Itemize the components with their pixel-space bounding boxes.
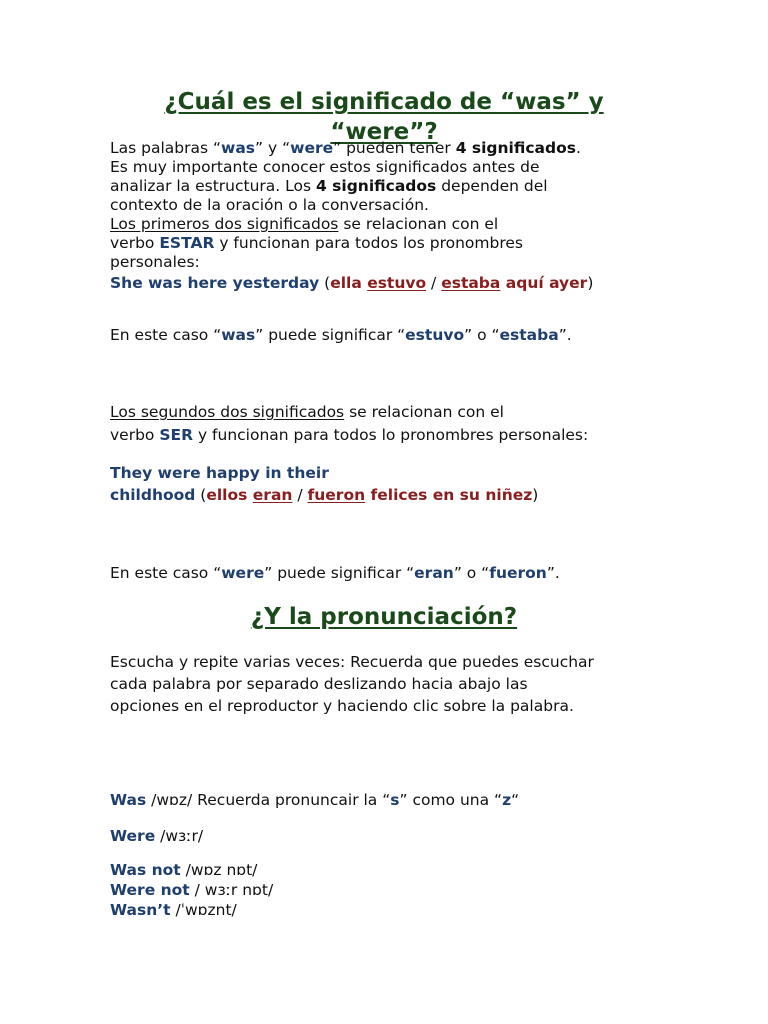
listen-line-1: Escucha y repite varias veces: Recuerda que puedes escuchar <box>110 653 594 671</box>
pronunciation-heading: ¿Y la pronunciación? <box>250 604 518 630</box>
main-heading <box>0 87 768 147</box>
intro-line-1: Las palabras “was” y “were” pueden tener 4 significados. <box>110 139 581 157</box>
pron-was-not: Was not /wɒz nɒt/ <box>110 861 258 879</box>
estar-line-2: verbo ESTAR y funcionan para todos los pronombres <box>110 234 523 252</box>
estar-example: She was here yesterday (ella estuvo / estaba aquí ayer) <box>110 274 594 292</box>
intro-line-4: contexto de la oración o la conversación. <box>110 196 429 214</box>
intro-line-3: analizar la estructura. Los 4 significados dependen del <box>110 177 548 195</box>
listen-line-2: cada palabra por separado deslizando hacia abajo las <box>110 675 528 693</box>
pron-were-not: Were not / wɜːr nɒt/ <box>110 881 274 899</box>
estar-note: En este caso “was” puede significar “estuvo” o “estaba”. <box>110 326 572 344</box>
main-heading-line1: ¿Cuál es el significado de “was” y <box>164 89 604 115</box>
estar-line-1: Los primeros dos significados se relacionan con el <box>110 215 499 233</box>
ser-note: En este caso “were” puede significar “eran” o “fueron”. <box>110 564 560 582</box>
main-heading-line2: “were”? <box>330 119 438 145</box>
ser-line-1: Los segundos dos significados se relacionan con el <box>110 403 504 421</box>
pron-was: Was /wɒz/ Recuerda pronuncair la “s” como una “z“ <box>110 791 520 809</box>
intro-line-2: Es muy importante conocer estos significados antes de <box>110 158 540 176</box>
listen-line-3: opciones en el reproductor y haciendo clic sobre la palabra. <box>110 697 574 715</box>
ser-example-line-1: They were happy in their <box>110 464 329 482</box>
estar-line-3: personales: <box>110 253 200 271</box>
ser-line-2: verbo SER y funcionan para todos lo pronombres personales: <box>110 426 589 444</box>
pron-wasnt: Wasn’t /ˈwɒznt/ <box>110 901 237 919</box>
ser-example-line-2: childhood (ellos eran / fueron felices en su niñez) <box>110 486 539 504</box>
pron-were: Were /wɜːr/ <box>110 827 204 845</box>
